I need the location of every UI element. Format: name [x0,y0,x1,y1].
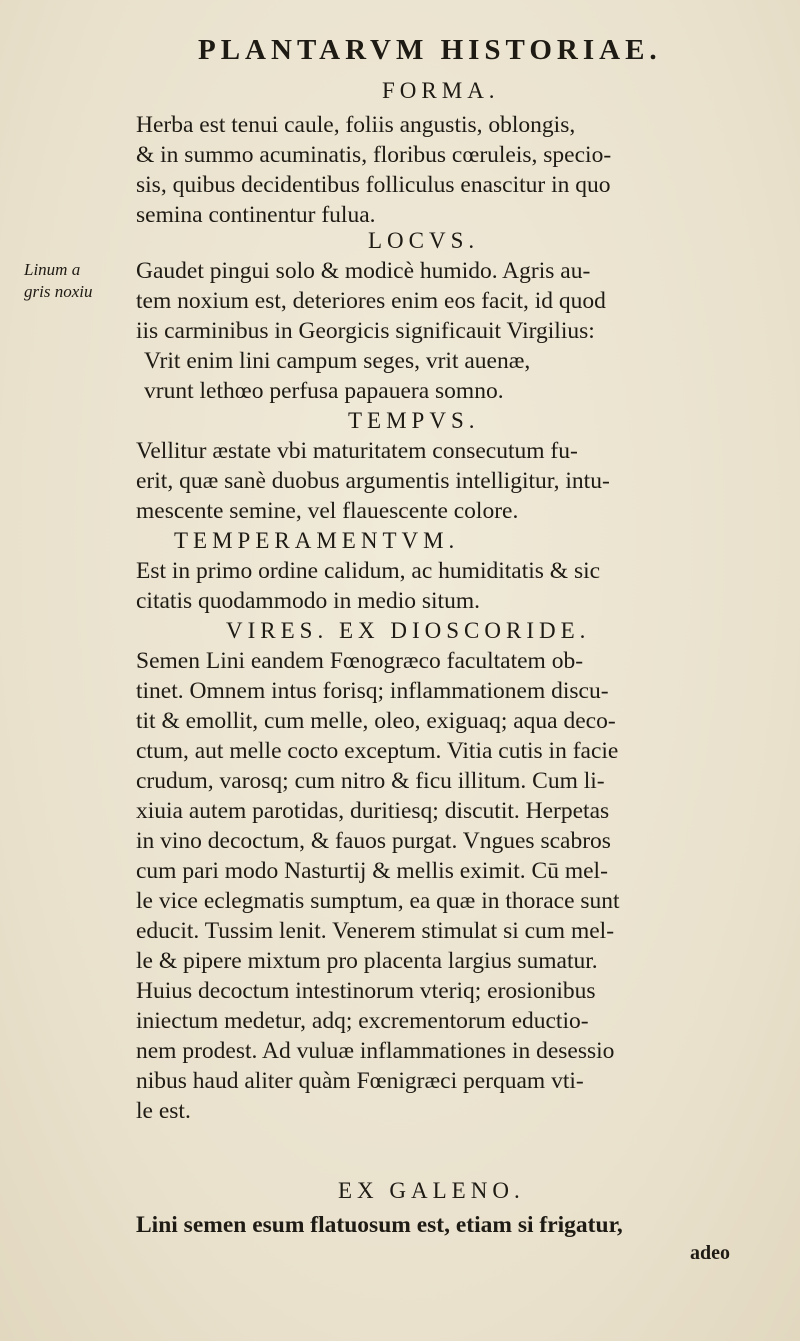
heading-locus: LOCVS. [368,228,480,253]
catchword: adeo [690,1242,730,1264]
text-line: Vellitur æstate vbi maturitatem consecutum fu- [136,438,578,464]
running-header: PLANTARVM HISTORIAE. [198,34,662,66]
text-line: tem noxium est, deteriores enim eos facit, id quod [136,288,606,314]
text-line: Huius decoctum intestinorum vteriq; erosionibus [136,978,596,1004]
text-line: Herba est tenui caule, foliis angustis, oblongis, [136,112,576,138]
text-line: tinet. Omnem intus forisq; inflammationem discu- [136,678,609,704]
text-line: in vino decoctum, & fauos purgat. Vngues scabros [136,828,611,854]
text-line: ctum, aut melle cocto exceptum. Vitia cutis in facie [136,738,619,764]
text-line: le vice eclegmatis sumptum, ea quæ in thorace sunt [136,888,620,914]
text-line: erit, quæ sanè duobus argumentis intelligitur, intu- [136,468,610,494]
text-line: Semen Lini eandem Fœnogræco facultatem ob- [136,648,584,674]
verse-line: vrunt lethœo perfusa papauera somno. [144,378,504,404]
text-line: iis carminibus in Georgicis significauit Virgilius: [136,318,595,344]
text-line: Est in primo ordine calidum, ac humiditatis & sic [136,558,601,584]
verse-line: Vrit enim lini campum seges, vrit auenæ, [144,348,531,374]
text-line: Lini semen esum flatuosum est, etiam si frigatur, [136,1212,623,1238]
heading-temperamentum: TEMPERAMENTVM. [174,528,460,553]
text-line: nem prodest. Ad vuluæ inflammationes in desessio [136,1038,615,1064]
text-line: Gaudet pingui solo & modicè humido. Agris au- [136,258,591,284]
heading-forma: FORMA. [382,78,500,103]
marginal-note-line-2: gris noxiu [24,282,93,301]
text-line: nibus haud aliter quàm Fœnigræci perquam vti- [136,1068,584,1094]
text-line: sis, quibus decidentibus folliculus enascitur in quo [136,172,611,198]
text-line: le & pipere mixtum pro placenta largius sumatur. [136,948,598,974]
text-line: semina continentur fulua. [136,202,376,228]
text-line: & in summo acuminatis, floribus cœruleis, specio- [136,142,612,168]
text-line: tit & emollit, cum melle, oleo, exiguaq; aqua deco- [136,708,616,734]
text-line: citatis quodammodo in medio situm. [136,588,480,614]
text-line: le est. [136,1098,191,1124]
text-line: iniectum medetur, adq; excrementorum eductio- [136,1008,589,1034]
heading-vires: VIRES. EX DIOSCORIDE. [226,618,591,643]
heading-galeno: EX GALENO. [338,1178,525,1203]
text-line: mescente semine, vel flauescente colore. [136,498,519,524]
text-line: xiuia autem parotidas, duritiesq; discutit. Herpetas [136,798,610,824]
marginal-note-line-1: Linum a [24,260,81,279]
heading-tempus: TEMPVS. [348,408,480,433]
text-line: crudum, varosq; cum nitro & ficu illitum. Cum li- [136,768,605,794]
text-line: cum pari modo Nasturtij & mellis eximit. Cū mel- [136,858,608,884]
text-line: educit. Tussim lenit. Venerem stimulat si cum mel- [136,918,615,944]
